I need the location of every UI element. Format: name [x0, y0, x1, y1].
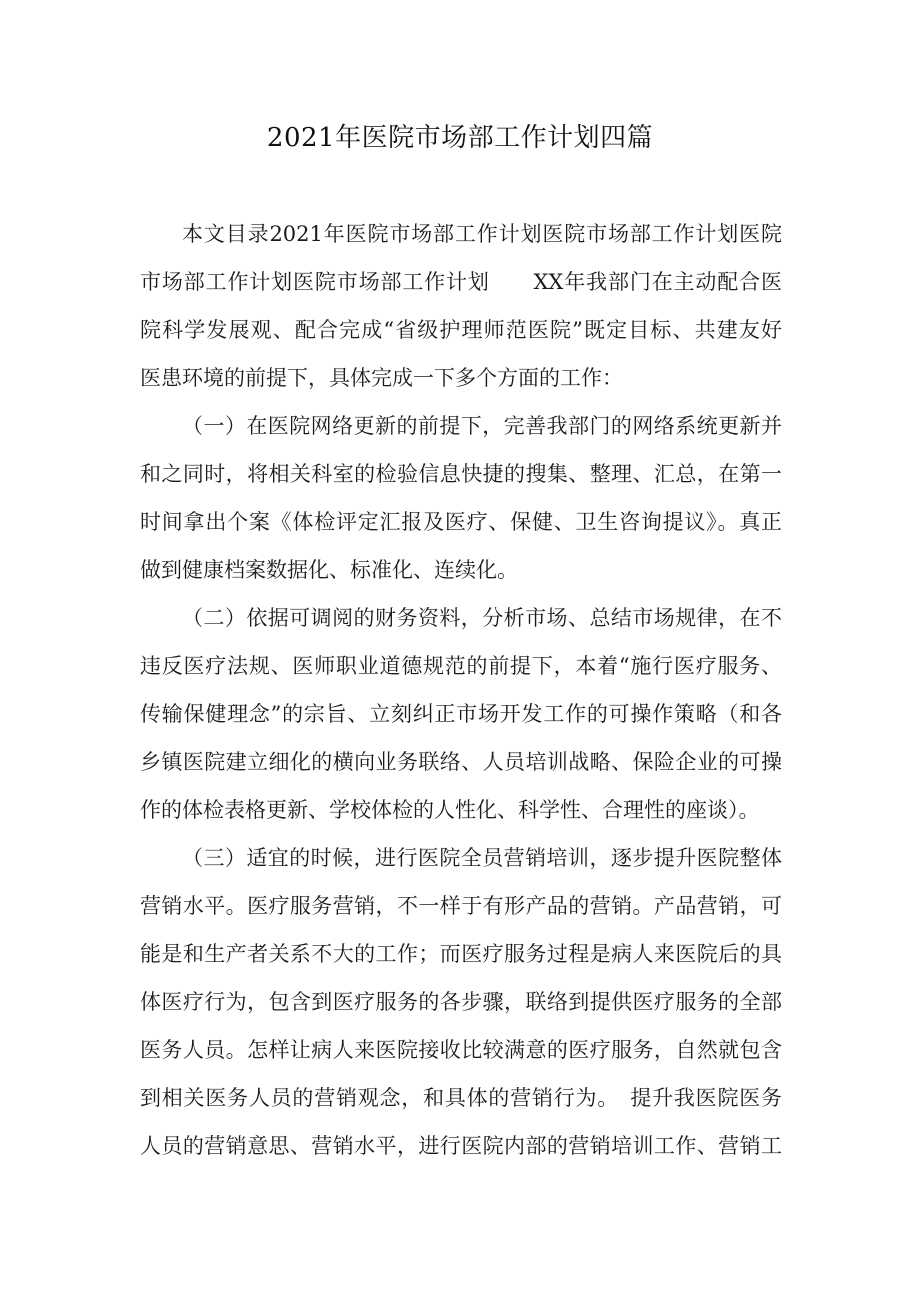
document-body — [140, 215, 782, 1175]
body-line: 做到健康档案数据化、标准化、连续化。 — [140, 558, 518, 582]
body-line: 医务人员。怎样让病人来医院接收比较满意的医疗服务，自然就包含 — [140, 1038, 782, 1062]
body-line: （二）依据可调阅的财务资料，分析市场、总结市场规律，在不 — [182, 606, 782, 630]
body-line: 院科学发展观、配合完成“省级护理师范医院”既定目标、共建友好 — [140, 318, 782, 342]
body-line: 到相关医务人员的营销观念，和具体的营销行为。 提升我医院医务 — [140, 1086, 782, 1110]
body-line: （一）在医院网络更新的前提下，完善我部门的网络系统更新并 — [182, 414, 782, 438]
body-line: 人员的营销意思、营销水平，进行医院内部的营销培训工作、营销工 — [140, 1134, 782, 1158]
body-line: 能是和生产者关系不大的工作；而医疗服务过程是病人来医院后的具 — [140, 942, 782, 966]
body-line: 乡镇医院建立细化的横向业务联络、人员培训战略、保险企业的可操 — [140, 750, 782, 774]
body-line: 和之同时，将相关科室的检验信息快捷的搜集、整理、汇总，在第一 — [140, 462, 782, 486]
body-line: 作的体检表格更新、学校体检的人性化、科学性、合理性的座谈）。 — [140, 798, 760, 822]
body-line: 传输保健理念”的宗旨、立刻纠正市场开发工作的可操作策略（和各 — [140, 702, 782, 726]
body-line: 违反医疗法规、医师职业道德规范的前提下，本着“施行医疗服务、 — [140, 654, 782, 678]
body-line: 医患环境的前提下，具体完成一下多个方面的工作： — [140, 366, 623, 390]
body-line: 体医疗行为，包含到医疗服务的各步骤，联络到提供医疗服务的全部 — [140, 990, 782, 1014]
body-line: 时间拿出个案《体检评定汇报及医疗、保健、卫生咨询提议》。真正 — [140, 510, 782, 534]
body-line: 营销水平。医疗服务营销，不一样于有形产品的营销。产品营销，可 — [140, 894, 782, 918]
body-line: 市场部工作计划医院市场部工作计划 XX年我部门在主动配合医 — [140, 270, 782, 294]
body-line: （三）适宜的时候，进行医院全员营销培训，逐步提升医院整体 — [182, 846, 782, 870]
body-line: 本文目录2021年医院市场部工作计划医院市场部工作计划医院 — [182, 222, 782, 246]
document-title: 2021年医院市场部工作计划四篇 — [266, 123, 654, 153]
